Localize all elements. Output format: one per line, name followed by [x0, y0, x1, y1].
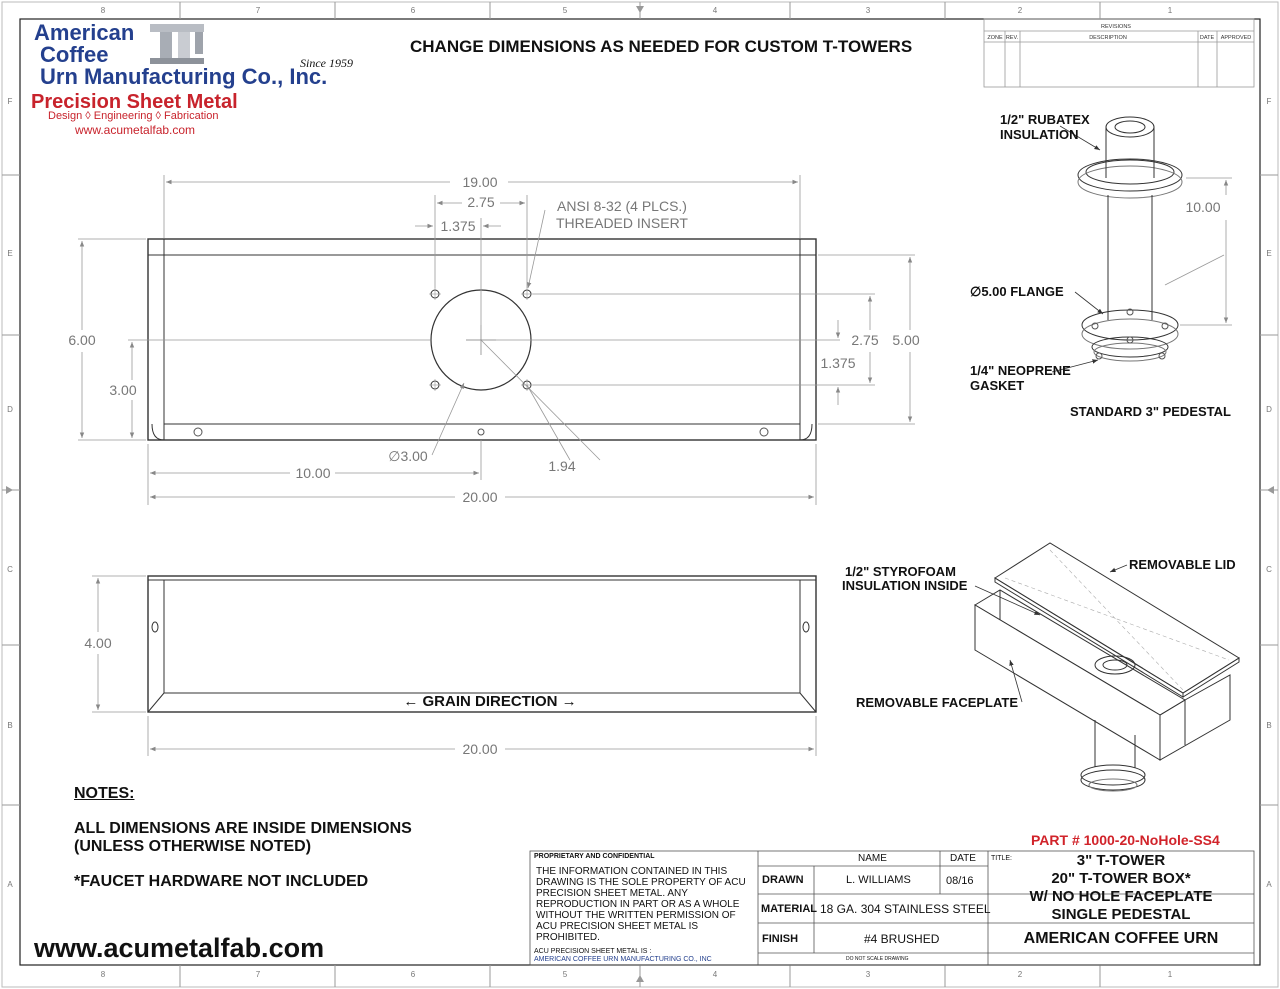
- dim-1-375-right: 1.375: [820, 355, 856, 371]
- removable-lid-label: REMOVABLE LID: [1129, 557, 1236, 572]
- zone-bottom-2: 2: [1017, 970, 1023, 979]
- zone-top-1: 1: [1167, 6, 1173, 15]
- zone-row-d-right: D: [1266, 405, 1272, 414]
- logo-since: Since 1959: [300, 56, 353, 70]
- zone-row-c-right: C: [1266, 565, 1272, 574]
- page-title: CHANGE DIMENSIONS AS NEEDED FOR CUSTOM T-TOWERS: [410, 37, 913, 56]
- diameter-icon: ∅: [970, 284, 982, 299]
- conf-heading: PROPRIETARY AND CONFIDENTIAL: [534, 853, 655, 860]
- top-view: [148, 239, 816, 440]
- zone-top-7: 7: [255, 6, 261, 15]
- logo-american-text: American: [34, 20, 135, 45]
- logo-coffee-text: Coffee: [40, 42, 109, 67]
- zone-top-3: 3: [865, 6, 871, 15]
- rev-col-description: DESCRIPTION: [1089, 35, 1127, 41]
- zone-row-a: A: [7, 880, 13, 889]
- dim-2-75-top: 2.75: [467, 194, 495, 210]
- zone-bottom-1: 1: [1167, 970, 1173, 979]
- dim-hole-diameter-value: 3.00: [400, 448, 428, 464]
- footer-url[interactable]: www.acumetalfab.com: [34, 933, 325, 963]
- zone-top-6: 6: [410, 6, 416, 15]
- conf-text: THE INFORMATION CONTAINED IN THIS DRAWING IS THE SOLE PROPERTY OF ACU PRECISION SHEET METAL. ANY REPRODUCTION IN PART OR AS A WHOLE WITHOUT THE WRITTEN PERMISSION OF ACU PRECISION SHEET METAL IS PROHIBITED.: [536, 866, 746, 943]
- dim-3-00: 3.00: [109, 382, 137, 398]
- notes-heading: NOTES:: [74, 785, 135, 802]
- tb-material-label: MATERIAL: [761, 903, 818, 915]
- zone-bottom-6: 6: [410, 970, 416, 979]
- tb-finish-value: #4 BRUSHED: [864, 932, 940, 946]
- front-view-dimensions: [92, 576, 816, 756]
- zone-row-f-right: F: [1266, 97, 1272, 106]
- notes-line-1: ALL DIMENSIONS ARE INSIDE DIMENSIONS: [74, 820, 412, 837]
- tb-no-scale: DO NOT SCALE DRAWING: [846, 956, 909, 962]
- logo-coffee: [40, 44, 108, 66]
- zone-bottom-7: 7: [255, 970, 261, 979]
- zone-top-5: 5: [562, 6, 568, 15]
- rubatex-label-1: 1/2" RUBATEX: [1000, 112, 1090, 127]
- zone-row-e-right: E: [1266, 249, 1272, 258]
- tb-drawn-date: 08/16: [946, 875, 974, 887]
- zone-bottom-4: 4: [712, 970, 718, 979]
- rev-col-zone: ZONE: [987, 35, 1003, 41]
- tb-date-header: DATE: [950, 853, 976, 864]
- styrofoam-label-2: INSULATION INSIDE: [842, 578, 968, 593]
- zone-top-4: 4: [712, 6, 718, 15]
- psm-subtitle: Design ◊ Engineering ◊ Fabrication: [48, 110, 219, 122]
- dim-20-00-top: 20.00: [462, 489, 498, 505]
- tb-title-4: SINGLE PEDESTAL: [1051, 906, 1191, 923]
- zone-row-b-right: B: [1266, 721, 1272, 730]
- rev-col-rev: REV.: [1005, 35, 1019, 41]
- dim-4-00: 4.00: [84, 635, 112, 651]
- dim-1-375-top: 1.375: [440, 218, 476, 234]
- tb-finish-label: FINISH: [762, 933, 799, 945]
- callout-threaded-insert: THREADED INSERT: [556, 215, 688, 231]
- zone-bottom-3: 3: [865, 970, 871, 979]
- tb-title-1: 3" T-TOWER: [1076, 852, 1166, 869]
- tb-title-block-text: [990, 852, 1252, 924]
- flange-label: [970, 284, 1064, 300]
- flange-label-text: 5.00 FLANGE: [981, 284, 1064, 299]
- tb-material-value: 18 GA. 304 STAINLESS STEEL: [820, 902, 991, 916]
- styrofoam-label-1: 1/2" STYROFOAM: [845, 564, 956, 579]
- zone-row-b: B: [7, 721, 13, 730]
- tb-drawn-label: DRAWN: [762, 874, 804, 886]
- grain-direction-label: ← GRAIN DIRECTION →: [403, 693, 577, 710]
- rev-col-approved: APPROVED: [1220, 35, 1252, 41]
- dim-19-00: 19.00: [462, 174, 498, 190]
- callout-ansi: ANSI 8-32 (4 PLCS.): [557, 198, 687, 214]
- pedestal-caption: STANDARD 3" PEDESTAL: [1070, 404, 1231, 419]
- tb-name-header: NAME: [858, 853, 887, 864]
- zone-bottom-5: 5: [562, 970, 568, 979]
- zone-row-a-right: A: [1266, 880, 1272, 889]
- dim-5-00: 5.00: [892, 332, 920, 348]
- gasket-label-1: 1/4" NEOPRENE: [970, 363, 1071, 378]
- pedestal-dim-10-00: 10.00: [1185, 199, 1221, 215]
- zone-row-f: F: [7, 97, 13, 106]
- assembly-drawing: [975, 543, 1239, 791]
- dim-2-75-right: 2.75: [851, 332, 879, 348]
- rev-col-date: DATE: [1199, 35, 1215, 41]
- zone-row-e: E: [7, 249, 13, 258]
- precision-sheet-metal: Precision Sheet Metal: [31, 91, 238, 113]
- logo-urn-manufacturing: [40, 66, 327, 88]
- psm-url[interactable]: www.acumetalfab.com: [75, 123, 196, 137]
- tb-title-2: 20" T-TOWER BOX*: [1051, 870, 1191, 887]
- conf-footer-1: ACU PRECISION SHEET METAL IS :: [534, 948, 652, 955]
- rubatex-label-2: INSULATION: [1000, 127, 1079, 142]
- zone-row-d: D: [7, 405, 13, 414]
- tb-drawn-name: L. WILLIAMS: [846, 874, 911, 886]
- tb-title-header: TITLE:: [991, 855, 1013, 862]
- notes-line-3: *FAUCET HARDWARE NOT INCLUDED: [74, 873, 369, 890]
- logo-tower-graphic: [150, 24, 204, 64]
- tb-company: AMERICAN COFFEE URN: [1023, 930, 1219, 947]
- dim-hole-diameter: ∅3.00: [388, 448, 428, 464]
- conf-footer-2: AMERICAN COFFEE URN MANUFACTURING CO., INC: [534, 956, 712, 963]
- zone-row-c: C: [7, 565, 13, 574]
- logo-american: [34, 22, 134, 44]
- gasket-label-2: GASKET: [970, 378, 1025, 393]
- logo-urn-text: Urn Manufacturing Co., Inc.: [40, 64, 328, 89]
- zone-top-8: 8: [100, 6, 106, 15]
- zone-top-2: 2: [1017, 6, 1023, 15]
- notes-line-2: (UNLESS OTHERWISE NOTED): [74, 838, 312, 855]
- pedestal-drawing: [1078, 117, 1182, 361]
- revisions-heading: REVISIONS: [1101, 24, 1131, 30]
- dim-1-94: 1.94: [548, 458, 576, 474]
- tb-title-3: W/ NO HOLE FACEPLATE: [1029, 888, 1213, 905]
- part-number: PART # 1000-20-NoHole-SS4: [1031, 832, 1220, 848]
- removable-faceplate-label: REMOVABLE FACEPLATE: [856, 695, 1019, 710]
- zone-bottom-8: 8: [100, 970, 106, 979]
- front-view: [148, 576, 816, 712]
- top-view-dimensions: [78, 175, 915, 505]
- dim-20-00-front: 20.00: [462, 741, 498, 757]
- dim-10-00: 10.00: [295, 465, 331, 481]
- dim-6-00: 6.00: [68, 332, 96, 348]
